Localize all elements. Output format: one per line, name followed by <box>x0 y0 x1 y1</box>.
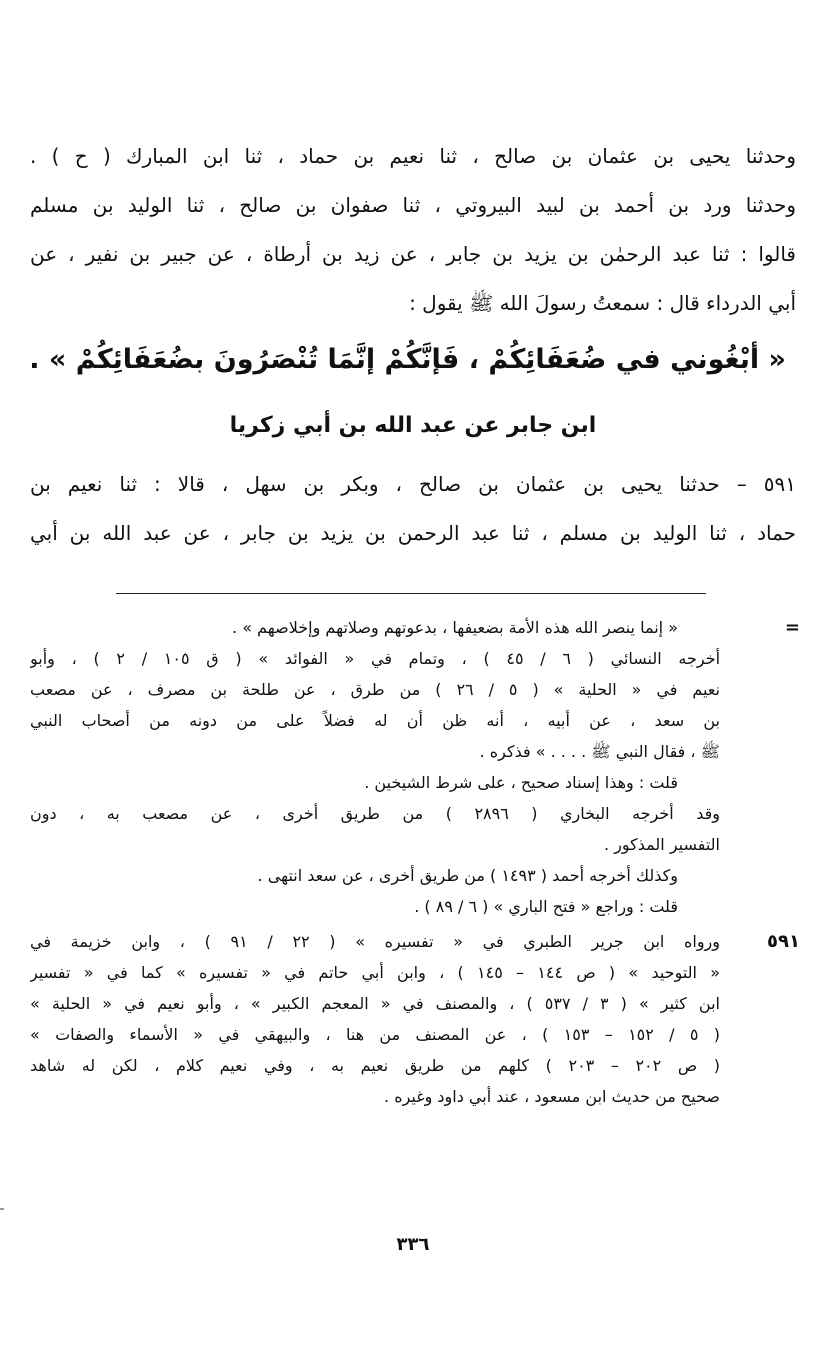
footnote-separator <box>116 593 706 594</box>
main-text-line: وحدثنا ورد بن أحمد بن لبيد البيروتي ، ثنا صفوان بن صالح ، ثنا الوليد بن مسلم <box>30 193 796 217</box>
main-text-line: ٥٩١ – حدثنا يحيى بن عثمان بن صالح ، وبكر بن سهل ، قالا : ثنا نعيم بن <box>30 472 796 496</box>
footnote-line: وقد أخرجه البخاري ( ٢٨٩٦ ) من طريق أخرى ، عن مصعب به ، دون <box>30 804 720 823</box>
footnote-marker: = <box>784 617 800 638</box>
footnote-number: ٥٩١ <box>767 931 800 952</box>
footnote-line: أخرجه النسائي ( ٦ / ٤٥ ) ، وتمام في « الفوائد » ( ق ١٠٥ / ٢ ) ، وأبو <box>30 649 720 668</box>
main-text-line: قالوا : ثنا عبد الرحمٰن بن يزيد بن جابر ، عن زيد بن أرطاة ، عن جبير بن نفير ، عن <box>30 242 796 266</box>
footnote-line: ( ص ٢٠٢ – ٢٠٣ ) كلهم من طريق نعيم به ، وفي نعيم كلام ، لكن له شاهد <box>30 1056 720 1075</box>
footnote-line: ( ٥ / ١٥٢ – ١٥٣ ) ، عن المصنف من هنا ، والبيهقي في « الأسماء والصفات » <box>30 1025 720 1044</box>
footnotes <box>30 612 800 1112</box>
main-text-line: أبي الدرداء قال : سمعتُ رسولَ الله ﷺ يقول : <box>409 291 796 315</box>
main-text <box>30 132 796 558</box>
footnote-line: ﷺ ، فقال النبي ﷺ . . . . » فذكره . <box>479 742 720 761</box>
main-text-line: حماد ، ثنا الوليد بن مسلم ، ثنا عبد الرحمن بن يزيد بن جابر ، عن عبد الله بن أبي <box>30 521 796 545</box>
footnote-continued <box>30 612 800 922</box>
scan-edge-mark <box>0 1208 4 1210</box>
footnote-line: بن سعد ، عن أبيه ، أنه ظن أن له فضلاً على من دونه من أصحاب النبي <box>30 711 720 730</box>
footnote-line: قلت : وراجع « فتح الباري » ( ٦ / ٨٩ ) . <box>414 897 678 916</box>
hadith-text: « أبْغُوني في ضُعَفَائِكُمْ ، فَإنَّكُمْ إنَّمَا تُنْصَرُونَ بضُعَفَائِكُمْ » . <box>29 344 786 375</box>
footnote-line: « التوحيد » ( ص ١٤٤ – ١٤٥ ) ، وابن أبي حاتم في « تفسيره » كما في « تفسير <box>30 963 720 982</box>
footnote-line: ابن كثير » ( ٣ / ٥٣٧ ) ، والمصنف في « المعجم الكبير » ، وأبو نعيم في « الحلية » <box>30 994 720 1013</box>
footnote-line: وكذلك أخرجه أحمد ( ١٤٩٣ ) من طريق أخرى ، عن سعد انتهى . <box>257 866 678 885</box>
footnote-line: قلت : وهذا إسناد صحيح ، على شرط الشيخين . <box>364 773 678 792</box>
page-number: ٣٣٦ <box>396 1234 430 1255</box>
main-text-line: وحدثنا يحيى بن عثمان بن صالح ، ثنا نعيم بن حماد ، ثنا ابن المبارك ( ح ) . <box>30 144 796 168</box>
chapter-heading: ابن جابر عن عبد الله بن أبي زكريا <box>229 413 597 438</box>
footnote-line: ورواه ابن جرير الطبري في « تفسيره » ( ٢٢ / ٩١ ) ، وابن خزيمة في <box>30 932 720 951</box>
footnote-line: صحيح من حديث ابن مسعود ، عند أبي داود وغيره . <box>384 1087 720 1106</box>
footnote-591 <box>30 926 800 1112</box>
footnote-line: نعيم في « الحلية » ( ٥ / ٢٦ ) من طرق ، عن طلحة بن مصرف ، عن مصعب <box>30 680 720 699</box>
footnote-line: التفسير المذكور . <box>603 835 720 854</box>
footnote-line: « إنما ينصر الله هذه الأمة بضعيفها ، بدعوتهم وصلاتهم وإخلاصهم » . <box>232 618 678 637</box>
